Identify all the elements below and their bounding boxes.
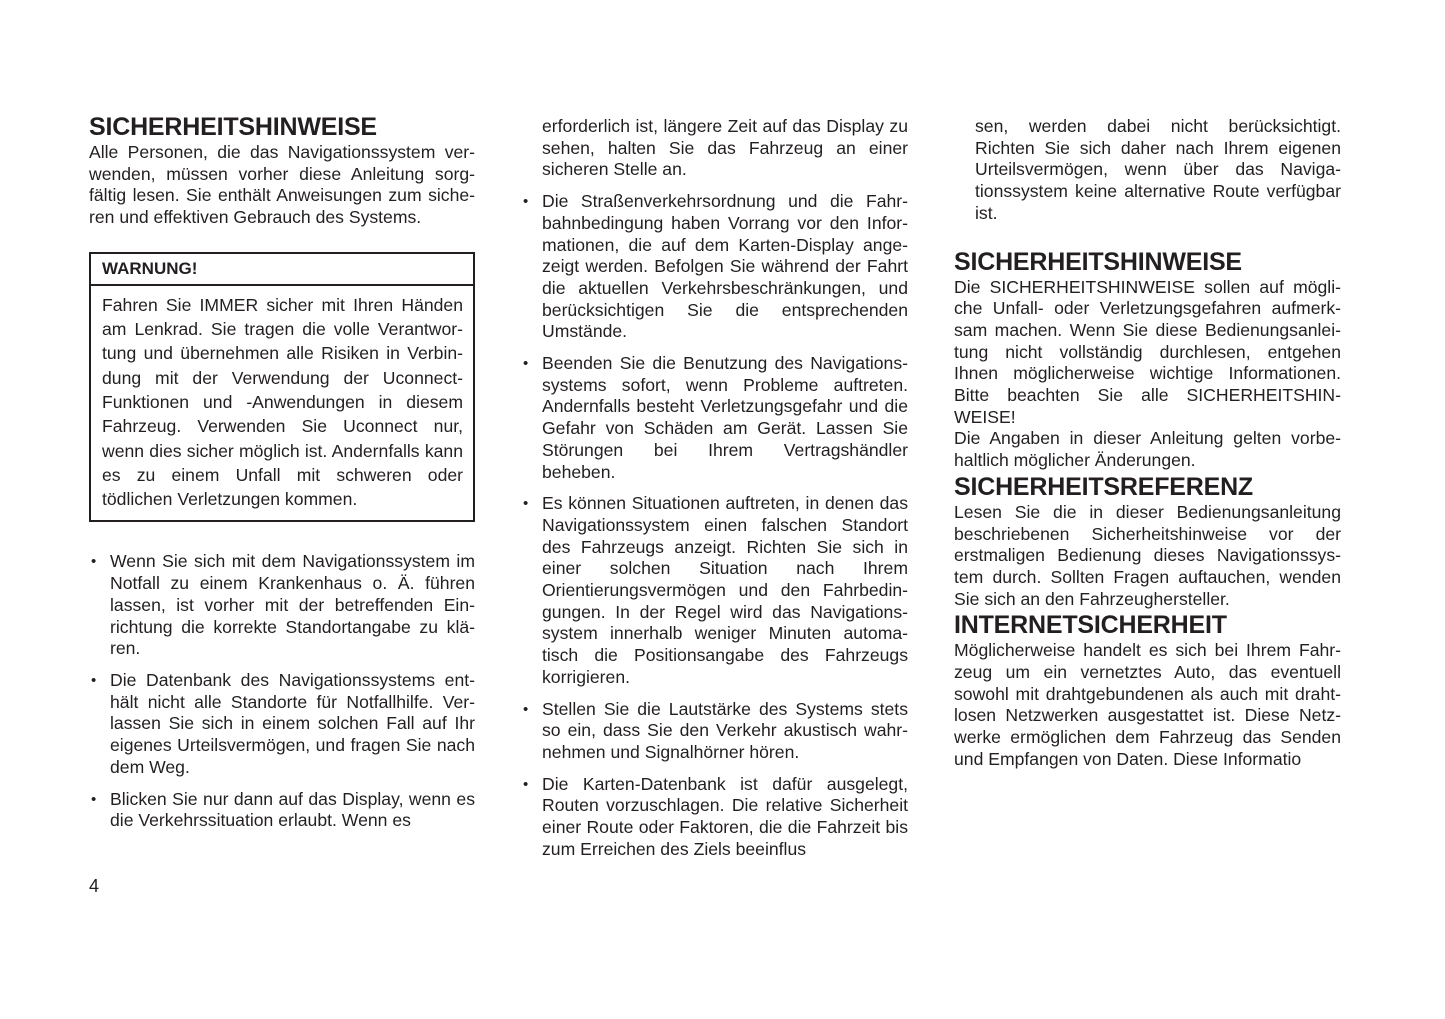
bullet-list-middle [521, 191, 908, 860]
bullet-icon: • [91, 790, 97, 808]
page-number: 4 [89, 876, 100, 896]
section-paragraph: Die Angaben in dieser Anleitung gelten vorbehaltlich möglicher Änderungen. [954, 428, 1341, 471]
warning-box [89, 252, 475, 523]
bullet-icon: • [523, 355, 529, 373]
list-item: • Blicken Sie nur dann auf das Display, wenn es die Verkehrssituation erlaubt. Wenn es [91, 788, 475, 831]
column-middle [521, 116, 908, 871]
bullet-icon: • [91, 553, 97, 571]
list-item: • Die Straßenverkehrsordnung und die Fahrbahnbedingung haben Vorrang vor den Informationen, die auf dem Karten-Display angezeigt werden. Befolgen Sie während der Fahrt die aktuellen Verkehrsbeschränkungen, und berücksichtigen Sie die entsprechenden Umstände. [523, 191, 908, 342]
section-paragraph: Lesen Sie die in dieser Bedienungsanleitung beschriebenen Sicherheitshinweise vor der erstmaligen Bedienung dieses Navigationssystem durch. Sollten Fragen auftauchen, wenden Sie sich an den Fahrzeughersteller. [954, 501, 1341, 609]
column-right [954, 116, 1341, 771]
section-paragraph: Die SICHERHEITSHINWEISE sollen auf mögliche Unfall- oder Verletzungsgefahren aufmerksam machen. Wenn Sie diese Bedienungsanleitung nicht vollständig durchlesen, entgehen Ihnen möglicherweise wichtige Informationen. Bitte beachten Sie alle SICHERHEITSHINWEISE! [954, 276, 1341, 427]
list-item: • Die Datenbank des Navigationssystems enthält nicht alle Standorte für Notfallhilfe. Verlassen Sie sich in einem solchen Fall auf Ihr eigenes Urteilsvermögen, und fragen Sie nach dem Weg. [91, 670, 475, 777]
list-item: • Die Karten-Datenbank ist dafür ausgelegt, Routen vorzuschlagen. Die relative Sicherheit einer Route oder Faktoren, die die Fahrzeit bis zum Erreichen des Ziels beeinflus [523, 773, 908, 859]
list-item: • Beenden Sie die Benutzung des Navigationssystems sofort, wenn Probleme auftreten. Andernfalls besteht Verletzungsgefahr und die Gefahr von Schäden am Gerät. Lassen Sie Störungen bei Ihrem Vertragshändler beheben. [523, 353, 908, 482]
continued-paragraph: sen, werden dabei nicht berücksichtigt. Richten Sie sich daher nach Ihrem eigenen Urteilsvermögen, wenn über das Navigationssystem keine alternative Route verfügbar ist. [975, 116, 1341, 223]
section-paragraph: Möglicherweise handelt es sich bei Ihrem Fahrzeug um ein vernetztes Auto, das eventuell sowohl mit drahtgebundenen als auch mit drahtlosen Netzwerken ausgestattet ist. Diese Netzwerke ermöglichen dem Fahrzeug das Senden und Empfangen von Daten. Diese Informatio [954, 640, 1341, 769]
section-heading-sicherheitshinweise: SICHERHEITSHINWEISE [89, 113, 377, 141]
bullet-icon: • [91, 672, 97, 689]
list-item: • Stellen Sie die Lautstärke des Systems stets so ein, dass Sie den Verkehr akustisch wahrnehmen und Signalhörner hören. [523, 698, 908, 762]
continued-paragraph: erforderlich ist, längere Zeit auf das Display zu sehen, halten Sie das Fahrzeug an einer sicheren Stelle an. [542, 116, 908, 180]
warning-text: Fahren Sie IMMER sicher mit Ihren Händen am Lenkrad. Sie tragen die volle Verantwortung und übernehmen alle Risiken in Verbindung mit der Verwendung der Uconnect-Funktionen und -Anwendungen in diesem Fahrzeug. Verwenden Sie Uconnect nur, wenn dies sicher möglich ist. Andernfalls kann es zu einem Unfall mit schweren oder tödlichen Verletzungen kommen. [102, 294, 463, 510]
section-heading-sicherheitsreferenz: SICHERHEITSREFERENZ [954, 472, 1254, 501]
bullet-icon: • [523, 193, 529, 211]
intro-paragraph: Alle Personen, die das Navigationssystem verwenden, müssen vorher diese Anleitung sorgfältig lesen. Sie enthält Anweisungen zum sicheren und effektiven Gebrauch des Systems. [89, 142, 475, 228]
column-left [89, 112, 475, 842]
bullet-icon: • [523, 700, 529, 718]
bullet-list-left [89, 551, 475, 831]
section-heading-sicherheitshinweise-2: SICHERHEITSHINWEISE [954, 247, 1242, 276]
section-heading-internetsicherheit: INTERNETSICHERHEIT [954, 611, 1227, 640]
bullet-icon: • [523, 495, 529, 513]
warning-title: WARNUNG! [91, 254, 473, 286]
list-item: • Wenn Sie sich mit dem Navigationssystem im Notfall zu einem Krankenhaus o. Ä. führen lassen, ist vorher mit der betreffenden Einrichtung die korrekte Standortangabe zu klären. [91, 551, 475, 659]
list-item: • Es können Situationen auftreten, in denen das Navigationssystem einen falschen Standort des Fahrzeugs anzeigt. Richten Sie sich in einer solchen Situation nach Ihrem Orientierungsvermögen und den Fahrbedingungen. In der Regel wird das Navigationssystem innerhalb weniger Minuten automatisch die Positionsangabe des Fahrzeugs korrigieren. [523, 493, 908, 687]
bullet-icon: • [523, 775, 529, 793]
